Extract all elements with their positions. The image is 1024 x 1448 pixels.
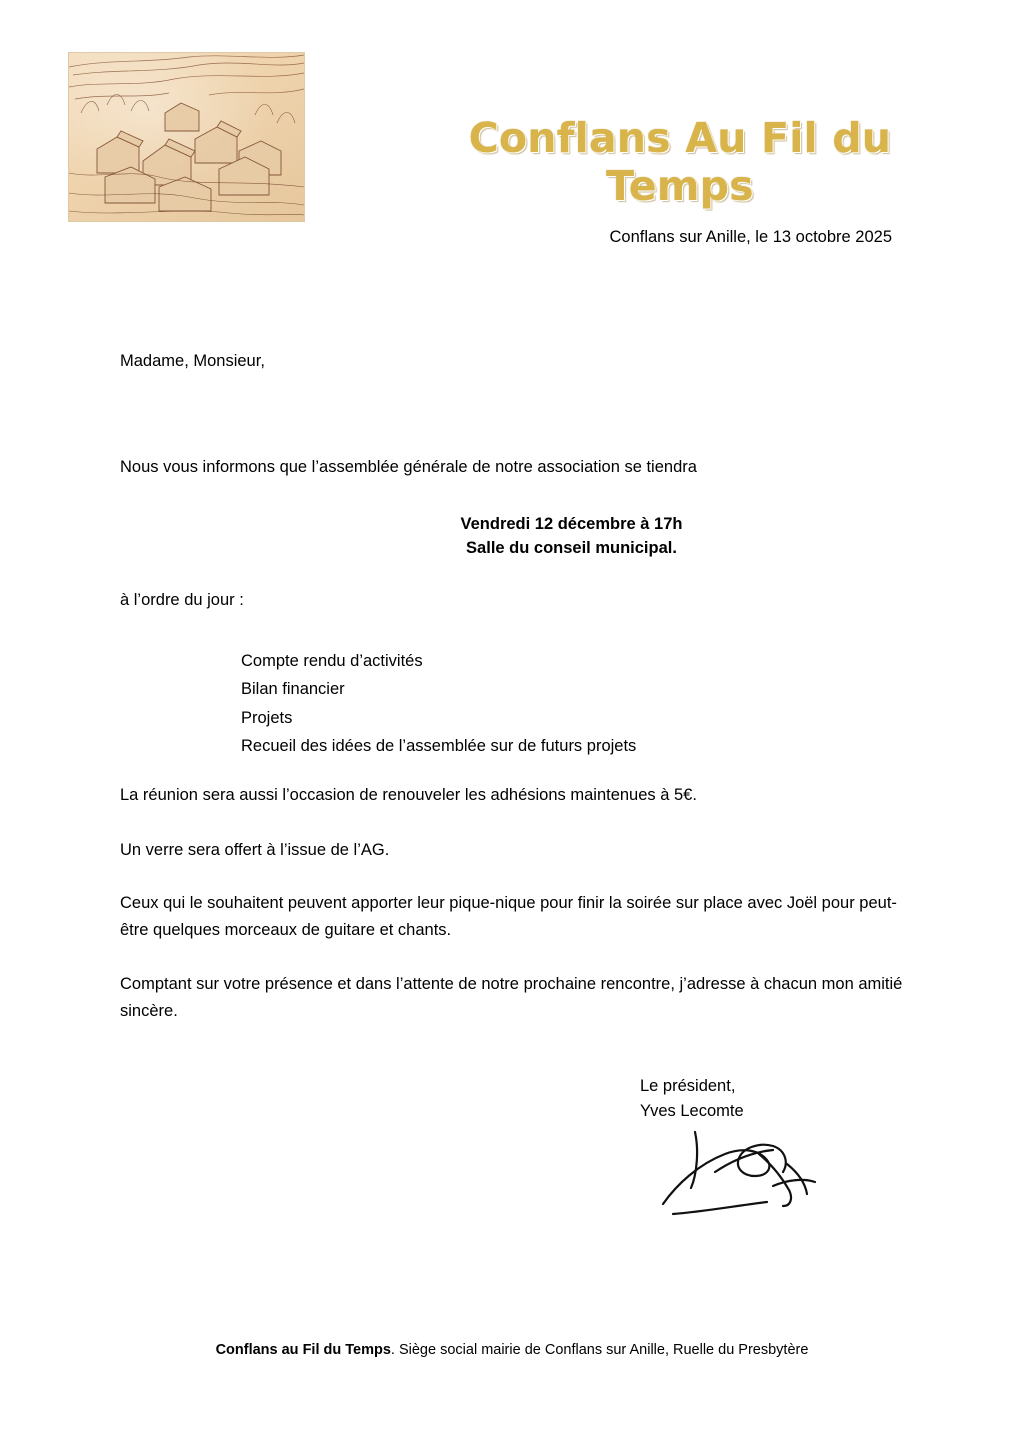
meeting-details	[120, 512, 1020, 561]
signature-stroke	[655, 1120, 845, 1220]
footer-address: . Siège social mairie de Conflans sur Anille, Ruelle du Presbytère	[390, 1342, 809, 1358]
village-sketch-logo	[68, 52, 305, 222]
paragraph-closing: Comptant sur votre présence et dans l’attente de notre prochaine rencontre, j’adresse à chacun mon amitié sincère.	[120, 975, 903, 1020]
paragraph-adhesions: La réunion sera aussi l’occasion de renouveler les adhésions maintenues à 5€.	[120, 786, 697, 804]
paragraph-verre: Un verre sera offert à l’issue de l’AG.	[120, 841, 390, 859]
association-title: Conflans Au Fil du Temps	[468, 114, 892, 210]
signature-block	[640, 1074, 920, 1124]
agenda-label: à l’ordre du jour :	[120, 591, 244, 609]
footer	[0, 1342, 1024, 1358]
handwritten-signature	[655, 1120, 845, 1220]
signature-name: Yves Lecomte	[640, 1101, 744, 1120]
list-item: Bilan financier	[241, 680, 345, 699]
meeting-datetime: Vendredi 12 décembre à 17h	[460, 515, 683, 533]
agenda-list	[241, 647, 636, 761]
footer-org-name: Conflans au Fil du Temps	[215, 1342, 391, 1358]
salutation: Madame, Monsieur,	[120, 352, 265, 370]
list-item: Compte rendu d’activités	[241, 652, 423, 670]
list-item: Recueil des idées de l’assemblée sur de futurs projets	[241, 737, 637, 756]
letter-header	[0, 52, 1024, 232]
intro-paragraph: Nous vous informons que l’assemblée générale de notre association se tiendra	[120, 458, 697, 476]
list-item: Projets	[241, 708, 293, 727]
meeting-location: Salle du conseil municipal.	[466, 539, 677, 558]
place-and-date: Conflans sur Anille, le 13 octobre 2025	[609, 228, 892, 246]
signature-role: Le président,	[640, 1077, 736, 1095]
village-sketch-drawing	[69, 53, 304, 221]
paragraph-pique-nique: Ceux qui le souhaitent peuvent apporter leur pique-nique pour finir la soirée sur place avec Joël pour peut-être quelques morceaux de guitare et chants.	[120, 894, 897, 939]
